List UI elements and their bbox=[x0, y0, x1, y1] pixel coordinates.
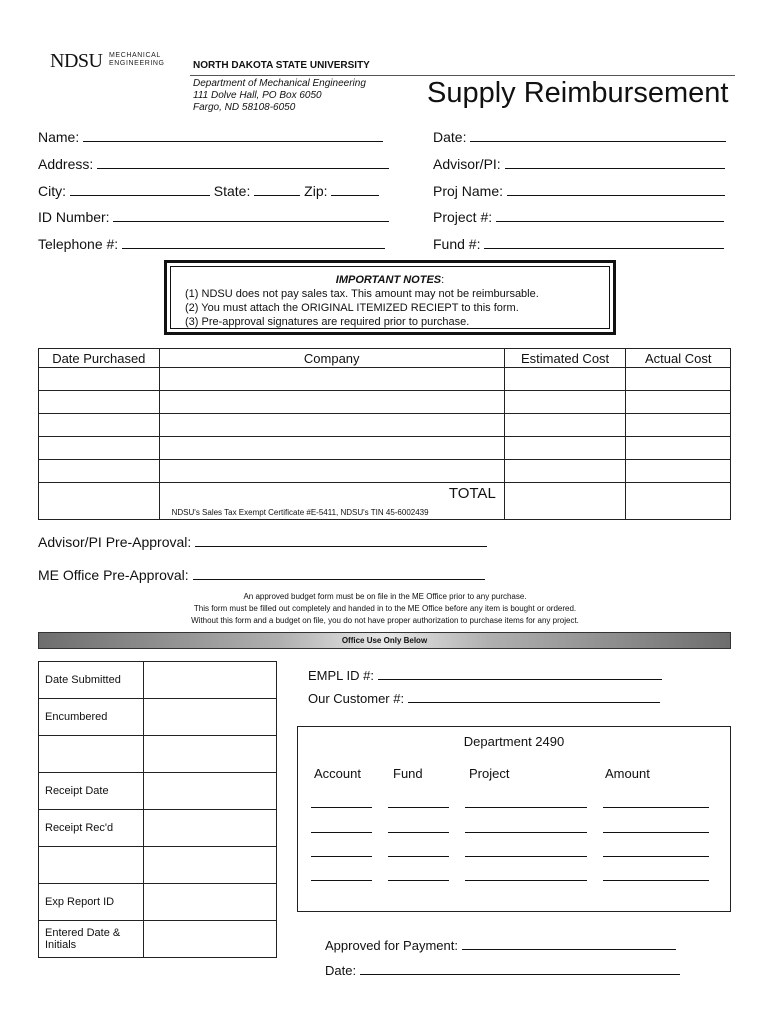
approved-for-payment-label: Approved for Payment: bbox=[325, 938, 458, 953]
office-value-cell[interactable] bbox=[144, 847, 277, 884]
col-project: Project bbox=[469, 766, 510, 781]
office-value-cell[interactable] bbox=[144, 810, 277, 847]
office-label-entered-date: Entered Date & Initials bbox=[39, 921, 144, 958]
amount-blank[interactable] bbox=[603, 807, 709, 808]
project-number-line[interactable] bbox=[496, 209, 724, 222]
payment-date-line[interactable] bbox=[360, 962, 680, 975]
fund-blank[interactable] bbox=[388, 880, 449, 881]
total-label: TOTAL bbox=[448, 485, 496, 502]
table-cell[interactable] bbox=[159, 414, 504, 437]
city-label: City: bbox=[38, 183, 66, 199]
disclaimer-line-2: This form must be filled out completely and handed in to the ME Office before any item is bought or ordered. bbox=[193, 604, 577, 613]
account-blank[interactable] bbox=[311, 856, 372, 857]
total-row bbox=[39, 483, 731, 520]
university-name: NORTH DAKOTA STATE UNIVERSITY bbox=[193, 60, 370, 71]
approved-for-payment-line[interactable] bbox=[462, 937, 676, 950]
purchases-table bbox=[38, 348, 731, 520]
table-cell[interactable] bbox=[39, 460, 160, 483]
address-label: Address: bbox=[38, 156, 94, 172]
dept-line-1: Department of Mechanical Engineering bbox=[193, 78, 366, 89]
table-cell[interactable] bbox=[504, 368, 626, 391]
city-line[interactable] bbox=[70, 183, 210, 196]
office-use-label: Office Use Only Below bbox=[341, 636, 428, 645]
telephone-line[interactable] bbox=[122, 236, 385, 249]
approved-for-payment-field[interactable] bbox=[325, 937, 676, 953]
project-blank[interactable] bbox=[465, 856, 587, 857]
office-row bbox=[39, 884, 277, 921]
col-amount: Amount bbox=[605, 766, 650, 781]
project-blank[interactable] bbox=[465, 807, 587, 808]
office-value-cell[interactable] bbox=[144, 921, 277, 958]
table-cell[interactable] bbox=[39, 414, 160, 437]
office-row bbox=[39, 921, 277, 958]
table-cell[interactable] bbox=[39, 368, 160, 391]
project-blank[interactable] bbox=[465, 880, 587, 881]
advisor-field[interactable] bbox=[433, 156, 725, 172]
table-cell[interactable] bbox=[626, 414, 731, 437]
table-cell[interactable] bbox=[504, 460, 626, 483]
table-header-row bbox=[39, 349, 731, 368]
fund-blank[interactable] bbox=[388, 832, 449, 833]
office-label-exp-report-id: Exp Report ID bbox=[39, 884, 144, 921]
id-number-line[interactable] bbox=[113, 209, 389, 222]
customer-number-line[interactable] bbox=[408, 690, 660, 703]
form-title: Supply Reimbursement bbox=[427, 77, 729, 109]
notes-title-colon: : bbox=[441, 274, 445, 286]
important-notes-box bbox=[164, 260, 616, 335]
account-blank[interactable] bbox=[311, 832, 372, 833]
proj-name-line[interactable] bbox=[507, 183, 725, 196]
advisor-line[interactable] bbox=[505, 156, 725, 169]
disclaimer-line-1: An approved budget form must be on file in the ME Office prior to any purchase. bbox=[243, 592, 527, 601]
proj-name-label: Proj Name: bbox=[433, 183, 504, 199]
id-number-field[interactable] bbox=[38, 209, 389, 225]
office-value-cell[interactable] bbox=[144, 884, 277, 921]
proj-name-field[interactable] bbox=[433, 183, 725, 199]
note-item-1: (1) NDSU does not pay sales tax. This amount may not be reimbursable. bbox=[185, 288, 539, 300]
note-item-3: (3) Pre-approval signatures are required prior to purchase. bbox=[185, 316, 470, 328]
col-date-purchased: Date Purchased bbox=[39, 349, 160, 368]
advisor-pre-approval[interactable] bbox=[38, 534, 487, 550]
col-account: Account bbox=[314, 766, 361, 781]
table-row[interactable] bbox=[39, 460, 731, 483]
important-notes-inner bbox=[170, 266, 610, 329]
state-line[interactable] bbox=[254, 183, 300, 196]
project-number-label: Project #: bbox=[433, 209, 493, 225]
table-cell[interactable] bbox=[626, 368, 731, 391]
tax-exempt-note: NDSU's Sales Tax Exempt Certificate #E-5411, NDSU's TIN 45-6002439 bbox=[171, 508, 429, 517]
header-divider bbox=[190, 75, 735, 76]
advisor-pre-approval-line[interactable] bbox=[195, 534, 487, 547]
me-office-pre-approval[interactable] bbox=[38, 567, 485, 583]
office-row bbox=[39, 810, 277, 847]
col-fund: Fund bbox=[393, 766, 423, 781]
table-cell[interactable] bbox=[39, 437, 160, 460]
fund-label: Fund #: bbox=[433, 236, 481, 252]
telephone-field[interactable] bbox=[38, 236, 385, 252]
table-cell[interactable] bbox=[504, 414, 626, 437]
city-state-zip-row bbox=[38, 183, 379, 199]
table-cell[interactable] bbox=[159, 437, 504, 460]
office-value-cell[interactable] bbox=[144, 662, 277, 699]
payment-date-field[interactable] bbox=[325, 962, 680, 978]
department-box bbox=[297, 726, 731, 912]
logo-ndsu: NDSU bbox=[50, 50, 103, 72]
office-row bbox=[39, 662, 277, 699]
note-item-2: (2) You must attach the ORIGINAL ITEMIZED RECIEPT to this form. bbox=[185, 302, 519, 314]
fund-field[interactable] bbox=[433, 236, 724, 252]
account-blank[interactable] bbox=[311, 880, 372, 881]
zip-line[interactable] bbox=[331, 183, 379, 196]
dept-line-2: 111 Dolve Hall, PO Box 6050 bbox=[193, 90, 322, 101]
fund-blank[interactable] bbox=[388, 807, 449, 808]
amount-blank[interactable] bbox=[603, 856, 709, 857]
address-line[interactable] bbox=[97, 156, 389, 169]
table-cell[interactable] bbox=[504, 437, 626, 460]
office-value-cell[interactable] bbox=[144, 736, 277, 773]
project-blank[interactable] bbox=[465, 832, 587, 833]
office-label-receipt-recd: Receipt Rec'd bbox=[39, 810, 144, 847]
total-actual-cell[interactable] bbox=[626, 483, 731, 520]
empl-id-field[interactable] bbox=[308, 667, 662, 683]
fund-line[interactable] bbox=[484, 236, 724, 249]
department-title: Department 2490 bbox=[463, 734, 565, 749]
amount-blank[interactable] bbox=[603, 832, 709, 833]
telephone-label: Telephone #: bbox=[38, 236, 119, 252]
zip-label: Zip: bbox=[304, 183, 328, 199]
office-label-encumbered: Encumbered bbox=[39, 699, 144, 736]
col-estimated-cost: Estimated Cost bbox=[504, 349, 626, 368]
office-value-cell[interactable] bbox=[144, 773, 277, 810]
office-use-bar bbox=[38, 632, 731, 649]
date-line[interactable] bbox=[470, 129, 726, 142]
disclaimer-line-3: Without this form and a budget on file, you do not have proper authorization to purchase items for any project. bbox=[191, 616, 579, 625]
name-label: Name: bbox=[38, 129, 80, 145]
table-cell[interactable] bbox=[159, 391, 504, 414]
table-cell[interactable] bbox=[626, 460, 731, 483]
dept-line-3: Fargo, ND 58108-6050 bbox=[193, 102, 296, 113]
address-field[interactable] bbox=[38, 156, 389, 172]
table-row[interactable] bbox=[39, 391, 731, 414]
col-company: Company bbox=[159, 349, 504, 368]
disclaimer-text bbox=[0, 591, 770, 627]
empl-id-line[interactable] bbox=[378, 667, 662, 680]
office-label-receipt-date: Receipt Date bbox=[39, 773, 144, 810]
office-row bbox=[39, 699, 277, 736]
me-office-pre-approval-line[interactable] bbox=[193, 567, 485, 580]
office-label-blank bbox=[39, 736, 144, 773]
table-cell[interactable] bbox=[504, 391, 626, 414]
total-label-cell bbox=[159, 483, 504, 520]
notes-title bbox=[171, 273, 609, 287]
me-office-pre-approval-label: ME Office Pre-Approval: bbox=[38, 567, 189, 583]
payment-date-label: Date: bbox=[325, 963, 357, 978]
customer-number-label: Our Customer #: bbox=[308, 691, 405, 706]
office-row bbox=[39, 773, 277, 810]
state-label: State: bbox=[213, 183, 251, 199]
logo-subtitle bbox=[109, 52, 165, 68]
office-value-cell[interactable] bbox=[144, 699, 277, 736]
table-row[interactable] bbox=[39, 414, 731, 437]
fund-blank[interactable] bbox=[388, 856, 449, 857]
advisor-label: Advisor/PI: bbox=[433, 156, 501, 172]
office-label-blank bbox=[39, 847, 144, 884]
office-use-table bbox=[38, 661, 277, 958]
empl-id-label: EMPL ID #: bbox=[308, 668, 374, 683]
name-field[interactable] bbox=[38, 129, 383, 145]
account-blank[interactable] bbox=[311, 807, 372, 808]
table-cell[interactable] bbox=[39, 391, 160, 414]
project-number-field[interactable] bbox=[433, 209, 724, 225]
table-row[interactable] bbox=[39, 368, 731, 391]
advisor-pre-approval-label: Advisor/PI Pre-Approval: bbox=[38, 534, 192, 550]
table-cell[interactable] bbox=[159, 460, 504, 483]
total-estimated-cell[interactable] bbox=[504, 483, 626, 520]
office-label-date-submitted: Date Submitted bbox=[39, 662, 144, 699]
amount-blank[interactable] bbox=[603, 880, 709, 881]
notes-title-text: IMPORTANT NOTES bbox=[335, 274, 442, 286]
id-number-label: ID Number: bbox=[38, 209, 110, 225]
col-actual-cost: Actual Cost bbox=[626, 349, 731, 368]
table-cell[interactable] bbox=[159, 368, 504, 391]
office-row bbox=[39, 736, 277, 773]
office-row bbox=[39, 847, 277, 884]
customer-number-field[interactable] bbox=[308, 690, 660, 706]
name-line[interactable] bbox=[83, 129, 383, 142]
total-blank-cell bbox=[39, 483, 160, 520]
table-row[interactable] bbox=[39, 437, 731, 460]
department-address bbox=[193, 78, 366, 114]
date-field[interactable] bbox=[433, 129, 726, 145]
date-label: Date: bbox=[433, 129, 467, 145]
table-cell[interactable] bbox=[626, 437, 731, 460]
logo-sub-line-2: ENGINEERING bbox=[109, 60, 165, 67]
table-cell[interactable] bbox=[626, 391, 731, 414]
logo-sub-line-1: MECHANICAL bbox=[109, 52, 161, 59]
